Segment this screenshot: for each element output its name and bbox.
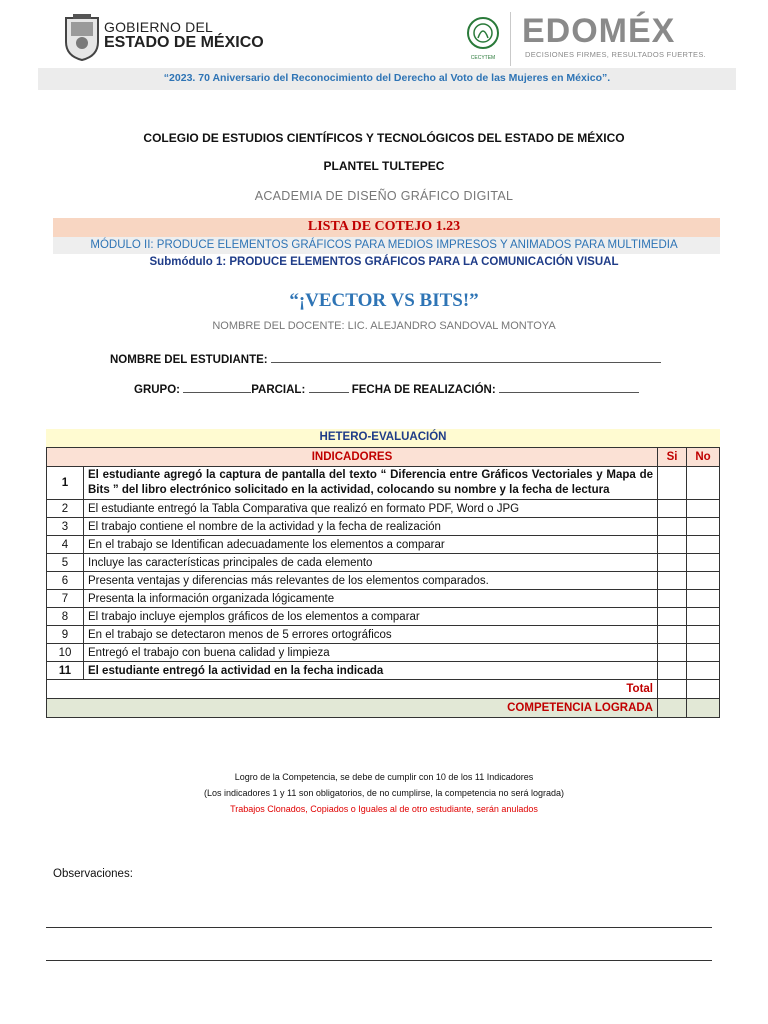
no-cell[interactable] [687, 536, 720, 554]
no-cell[interactable] [687, 518, 720, 536]
table-header-row [47, 448, 720, 467]
no-cell[interactable] [687, 467, 720, 500]
observaciones-line-1[interactable] [46, 927, 712, 928]
plantel-title: PLANTEL TULTEPEC [323, 159, 445, 173]
note-anulados: Trabajos Clonados, Copiados o Iguales al de otro estudiante, serán anulados [230, 804, 538, 814]
note-obligatorios: (Los indicadores 1 y 11 son obligatorios, de no cumplirse, la competencia no será lograda) [203, 788, 565, 798]
group-label: GRUPO: [134, 384, 180, 396]
row-text: Incluye las características principales de cada elemento [84, 554, 658, 572]
competencia-si-cell[interactable] [658, 699, 687, 718]
activity-title: “¡VECTOR VS BITS!” [289, 290, 479, 311]
date-label: FECHA DE REALIZACIÓN: [351, 384, 496, 396]
no-cell[interactable] [687, 644, 720, 662]
row-text: El trabajo incluye ejemplos gráficos de los elementos a comparar [84, 608, 658, 626]
row-number: 10 [47, 644, 84, 662]
state-emblem-logo [62, 12, 102, 62]
no-cell[interactable] [687, 572, 720, 590]
submodulo-title: Submódulo 1: PRODUCE ELEMENTOS GRÁFICOS PARA LA COMUNICACIÓN VISUAL [149, 256, 619, 268]
competencia-label: COMPETENCIA LOGRADA [47, 699, 658, 718]
cecytem-label: CECYTEM [470, 55, 496, 61]
parcial-label: PARCIAL: [251, 384, 306, 396]
si-cell[interactable] [658, 626, 687, 644]
si-cell[interactable] [658, 590, 687, 608]
no-cell[interactable] [687, 500, 720, 518]
student-name-label: NOMBRE DEL ESTUDIANTE: [110, 354, 268, 366]
student-name-field [110, 350, 661, 366]
edomex-logo: EDOMÉX [522, 12, 676, 50]
table-row [47, 572, 720, 590]
group-blank[interactable] [183, 380, 251, 393]
competencia-no-cell[interactable] [687, 699, 720, 718]
table-row [47, 518, 720, 536]
row-number: 11 [47, 662, 84, 680]
total-row [47, 680, 720, 699]
row-text: En el trabajo se detectaron menos de 5 errores ortográficos [84, 626, 658, 644]
si-cell[interactable] [658, 644, 687, 662]
hetero-title: HETERO-EVALUACIÓN [319, 431, 447, 443]
no-cell[interactable] [687, 590, 720, 608]
row-number: 2 [47, 500, 84, 518]
table-row [47, 590, 720, 608]
table-row [47, 608, 720, 626]
gov-line2: ESTADO DE MÉXICO [104, 34, 264, 51]
indicators-header: INDICADORES [47, 448, 658, 467]
row-text: Entregó el trabajo con buena calidad y limpieza [84, 644, 658, 662]
note-competencia: Logro de la Competencia, se debe de cumplir con 10 de los 11 Indicadores [234, 772, 534, 782]
table-row [47, 644, 720, 662]
gov-line1: GOBIERNO DEL [104, 19, 213, 35]
colegio-title: COLEGIO DE ESTUDIOS CIENTÍFICOS Y TECNOLÓGICOS DEL ESTADO DE MÉXICO [143, 131, 625, 145]
parcial-blank[interactable] [309, 380, 349, 393]
student-name-blank[interactable] [271, 350, 661, 363]
cecytem-logo [466, 16, 500, 60]
table-row [47, 554, 720, 572]
row-number: 1 [47, 467, 84, 500]
si-cell[interactable] [658, 572, 687, 590]
si-cell[interactable] [658, 518, 687, 536]
table-row [47, 536, 720, 554]
group-date-fields [134, 380, 639, 396]
government-name [104, 19, 264, 51]
row-number: 7 [47, 590, 84, 608]
modulo-title: MÓDULO II: PRODUCE ELEMENTOS GRÁFICOS PARA MEDIOS IMPRESOS Y ANIMADOS PARA MULTIMEDIA [90, 239, 678, 251]
row-number: 8 [47, 608, 84, 626]
table-row [47, 467, 720, 500]
table-row [47, 626, 720, 644]
total-label: Total [47, 680, 658, 699]
row-text: Presenta la información organizada lógicamente [84, 590, 658, 608]
si-cell[interactable] [658, 536, 687, 554]
row-number: 6 [47, 572, 84, 590]
si-cell[interactable] [658, 500, 687, 518]
si-cell[interactable] [658, 467, 687, 500]
no-cell[interactable] [687, 554, 720, 572]
anniversary-text: “2023. 70 Aniversario del Reconocimiento del Derecho al Voto de las Mujeres en México”. [163, 72, 611, 84]
si-cell[interactable] [658, 608, 687, 626]
si-header: Si [658, 448, 687, 467]
row-text: Presenta ventajas y diferencias más relevantes de los elementos comparados. [84, 572, 658, 590]
logo-divider [510, 12, 511, 66]
row-text: En el trabajo se Identifican adecuadamente los elementos a comparar [84, 536, 658, 554]
no-header: No [687, 448, 720, 467]
competencia-row [47, 699, 720, 718]
edomex-tagline: DECISIONES FIRMES, RESULTADOS FUERTES. [525, 50, 707, 59]
row-number: 9 [47, 626, 84, 644]
observaciones-label: Observaciones: [53, 868, 133, 880]
no-cell[interactable] [687, 626, 720, 644]
si-cell[interactable] [658, 554, 687, 572]
date-blank[interactable] [499, 380, 639, 393]
academia-title: ACADEMIA DE DISEÑO GRÁFICO DIGITAL [254, 189, 514, 203]
table-row [47, 500, 720, 518]
indicators-table [46, 447, 720, 718]
no-cell[interactable] [687, 662, 720, 680]
row-number: 4 [47, 536, 84, 554]
row-text: El estudiante entregó la Tabla Comparativa que realizó en formato PDF, Word o JPG [84, 500, 658, 518]
si-cell[interactable] [658, 662, 687, 680]
lista-title: LISTA DE COTEJO 1.23 [307, 219, 461, 234]
total-no-cell[interactable] [687, 680, 720, 699]
table-row [47, 662, 720, 680]
row-text: El trabajo contiene el nombre de la actividad y la fecha de realización [84, 518, 658, 536]
row-text: El estudiante entregó la actividad en la fecha indicada [84, 662, 658, 680]
row-text: El estudiante agregó la captura de pantalla del texto “ Diferencia entre Gráficos Vectoriales y Mapa de Bits ” del libro electrónico solicitado en la actividad, colocando su nombre y la fecha de lectura [84, 467, 658, 500]
observaciones-line-2[interactable] [46, 960, 712, 961]
total-si-cell[interactable] [658, 680, 687, 699]
teacher-name: NOMBRE DEL DOCENTE: LIC. ALEJANDRO SANDOVAL MONTOYA [212, 320, 556, 332]
no-cell[interactable] [687, 608, 720, 626]
row-number: 5 [47, 554, 84, 572]
row-number: 3 [47, 518, 84, 536]
